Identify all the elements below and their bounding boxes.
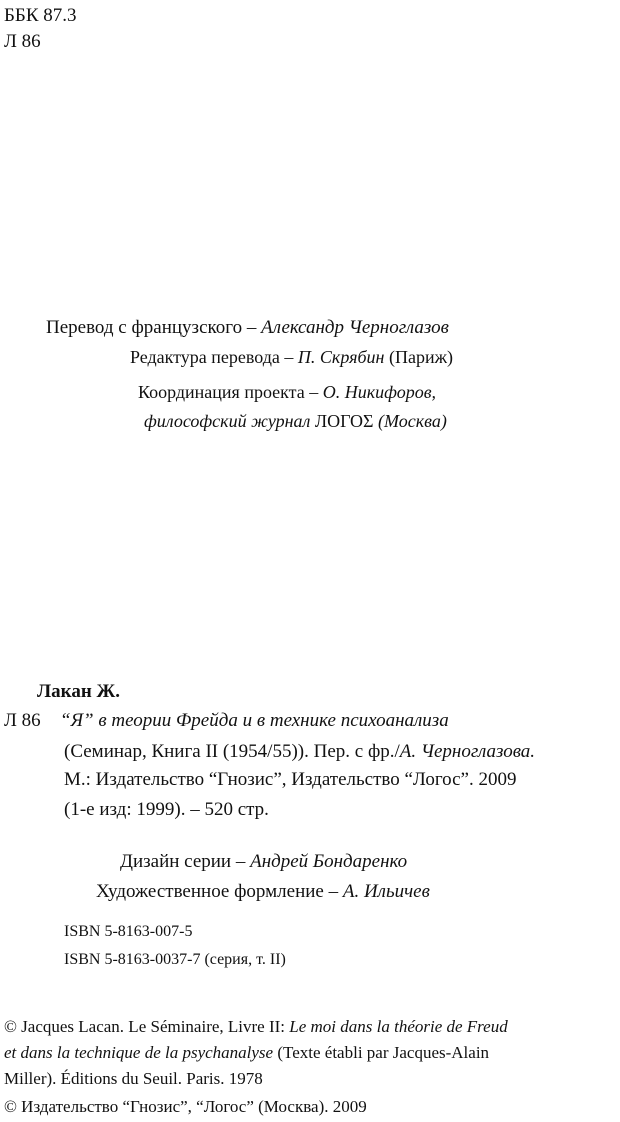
credit-translation [46, 316, 449, 340]
design-series [120, 850, 407, 874]
bib-author-name: Лакан Ж. [37, 681, 121, 702]
credit-coordination-label: Координация проекта – [138, 382, 323, 402]
credit-translation-name: Александр Черноглазов [261, 317, 449, 338]
credit-coordination-name: О. Никифоров, [322, 382, 437, 402]
credit-coordination [138, 381, 436, 403]
credit-editing-label: Редактура перевода – [130, 347, 298, 367]
isbn-line1: ISBN 5-8163-007-5 [64, 923, 193, 940]
design-series-label: Дизайн серии – [120, 851, 251, 872]
journal-suffix: (Москва) [373, 411, 447, 431]
bib-title-text: “Я” в теории Фрейда и в технике психоанализа [60, 710, 449, 731]
credit-translation-label: Перевод с французского – [46, 317, 262, 338]
isbn-line2: ISBN 5-8163-0037-7 (серия, т. II) [64, 951, 286, 968]
design-series-name: Андрей Бондаренко [250, 851, 408, 872]
journal-name: ЛОГОΣ [314, 411, 374, 431]
bbk-code: ББК 87.3 [4, 5, 77, 26]
design-art-name: А. Ильичев [342, 881, 430, 902]
journal-prefix: философский журнал [144, 411, 315, 431]
bib-line2-translator: А. Черноглазова. [399, 741, 536, 762]
copyright-line1-italic: Le moi dans la théorie de Freud [289, 1017, 508, 1036]
copyright-line4: © Издательство “Гнозис”, “Логос” (Москва). 2009 [4, 1097, 367, 1116]
copyright-line2-italic: et dans la technique de la psychanalyse [4, 1043, 274, 1062]
copyright-line1-prefix: © Jacques Lacan. Le Séminaire, Livre II: [4, 1017, 290, 1036]
author-mark-top: Л 86 [4, 31, 41, 52]
bib-line2 [64, 740, 535, 764]
bib-title [60, 709, 449, 733]
bib-line4: (1-е изд: 1999). – 520 стр. [64, 799, 269, 820]
design-art [96, 880, 430, 904]
bib-line3: М.: Издательство “Гнозис”, Издательство “Логос”. 2009 [64, 769, 517, 790]
design-art-label: Художественное формление – [96, 881, 343, 902]
copyright-line3: Miller). Éditions du Seuil. Paris. 1978 [4, 1069, 263, 1088]
credit-editing [130, 346, 453, 368]
bib-author [37, 680, 120, 704]
bib-mark: Л 86 [4, 710, 41, 731]
credit-editing-suffix: (Париж) [384, 347, 454, 367]
bib-line2-prefix: (Семинар, Книга II (1954/55)). Пер. с фр./ [64, 741, 400, 762]
credit-editing-name: П. Скрябин [297, 347, 385, 367]
copyright-line1 [4, 1016, 508, 1038]
copyright-line2-suffix: (Texte établi par Jacques-Alain [273, 1043, 490, 1062]
credit-coordination-journal [144, 410, 447, 432]
copyright-line2 [4, 1042, 489, 1064]
